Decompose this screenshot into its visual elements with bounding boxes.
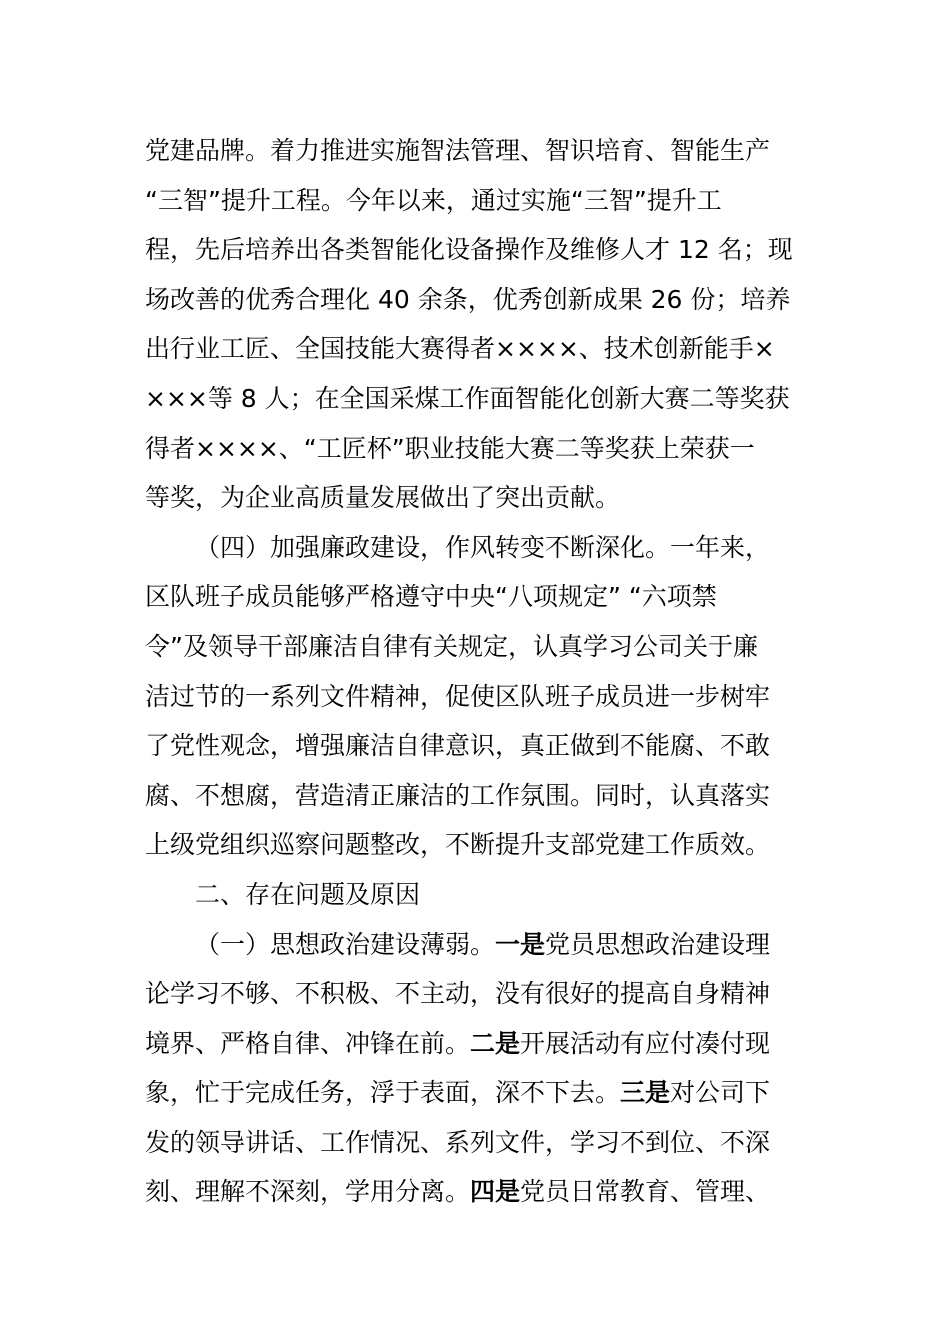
text-line bbox=[145, 275, 810, 325]
text-segment: （四）加强廉政建设，作风转变不断深化。一年来， bbox=[195, 532, 771, 562]
text-segment: 程，先后培养出各类智能化设备操作及维修人才 12 名；现 bbox=[145, 235, 793, 265]
text-segment: 得者××××、“工匠杯”职业技能大赛二等奖获上荣获一 bbox=[145, 433, 755, 463]
text-segment: 象，忙于完成任务，浮于表面，深不下去。 bbox=[145, 1078, 621, 1108]
emphasis-text: 四是 bbox=[470, 1177, 521, 1207]
emphasis-text: 二是 bbox=[470, 1028, 521, 1058]
text-line bbox=[145, 870, 810, 920]
text-segment: 腐、不想腐，营造清正廉洁的工作氛围。同时，认真落实 bbox=[145, 780, 771, 810]
text-segment: 令”及领导干部廉洁自律有关规定，认真学习公司关于廉 bbox=[145, 631, 758, 661]
text-line bbox=[145, 771, 810, 821]
text-line bbox=[145, 721, 810, 771]
text-segment: ×××等 8 人；在全国采煤工作面智能化创新大赛二等奖获 bbox=[145, 383, 790, 413]
text-segment: 党员日常教育、管理、 bbox=[520, 1177, 771, 1207]
text-line bbox=[145, 672, 810, 722]
emphasis-text: 三是 bbox=[620, 1078, 671, 1108]
text-segment: 对公司下 bbox=[670, 1078, 771, 1108]
text-segment: 党员思想政治建设理 bbox=[545, 929, 771, 959]
text-segment: “三智”提升工程。今年以来，通过实施“三智”提升工 bbox=[145, 185, 722, 215]
text-line bbox=[145, 969, 810, 1019]
text-segment: 境界、严格自律、冲锋在前。 bbox=[145, 1028, 471, 1058]
text-segment: 发的领导讲话、工作情况、系列文件，学习不到位、不深 bbox=[145, 1127, 771, 1157]
text-segment: 开展活动有应付凑付现 bbox=[520, 1028, 771, 1058]
text-line bbox=[145, 622, 810, 672]
text-line bbox=[145, 1118, 810, 1168]
text-segment: 了党性观念，增强廉洁自律意识，真正做到不能腐、不敢 bbox=[145, 731, 771, 761]
emphasis-text: 一是 bbox=[495, 929, 546, 959]
text-line bbox=[145, 1167, 810, 1217]
text-segment: 二、存在问题及原因 bbox=[195, 879, 421, 909]
text-line bbox=[145, 1019, 810, 1069]
text-segment: 场改善的优秀合理化 40 余条，优秀创新成果 26 份；培养 bbox=[145, 284, 791, 314]
text-line bbox=[145, 473, 810, 523]
body-text bbox=[145, 126, 810, 1217]
text-segment: 刻、理解不深刻，学用分离。 bbox=[145, 1177, 471, 1207]
text-line bbox=[145, 1068, 810, 1118]
text-line bbox=[145, 176, 810, 226]
text-line bbox=[145, 126, 810, 176]
text-line bbox=[145, 324, 810, 374]
text-segment: 党建品牌。着力推进实施智法管理、智识培育、智能生产 bbox=[145, 136, 771, 165]
text-line bbox=[145, 225, 810, 275]
text-line bbox=[145, 820, 810, 870]
text-line bbox=[145, 523, 810, 573]
text-segment: 上级党组织巡察问题整改，不断提升支部党建工作质效。 bbox=[145, 830, 771, 860]
text-segment: （一）思想政治建设薄弱。 bbox=[195, 929, 496, 959]
text-line bbox=[145, 424, 810, 474]
text-segment: 洁过节的一系列文件精神，促使区队班子成员进一步树牢 bbox=[145, 681, 771, 711]
text-segment: 论学习不够、不积极、不主动，没有很好的提高自身精神 bbox=[145, 979, 771, 1009]
text-line bbox=[145, 920, 810, 970]
text-segment: 区队班子成员能够严格遵守中央“八项规定” “六项禁 bbox=[145, 582, 717, 612]
text-line bbox=[145, 374, 810, 424]
text-line bbox=[145, 572, 810, 622]
text-segment: 等奖，为企业高质量发展做出了突出贡献。 bbox=[145, 483, 621, 513]
text-segment: 出行业工匠、全国技能大赛得者××××、技术创新能手× bbox=[145, 334, 775, 364]
